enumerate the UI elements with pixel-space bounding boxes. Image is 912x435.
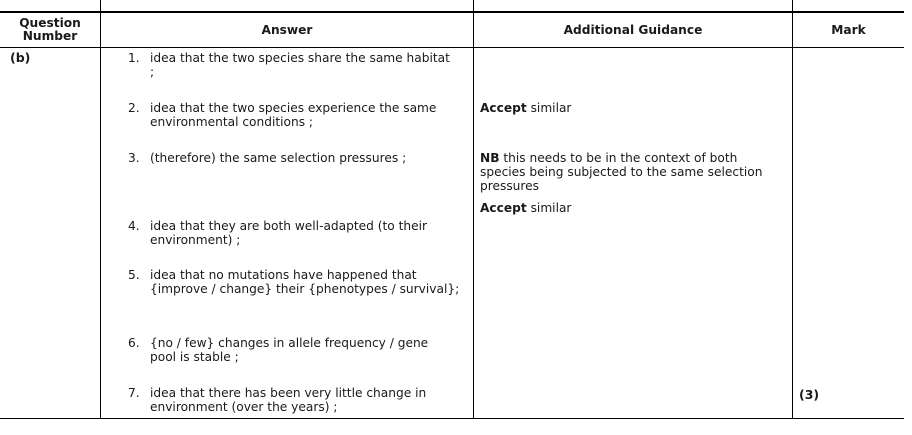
- header-question-number-text: Question Number: [19, 16, 81, 43]
- answer-item-2-text: idea that the two species experience the same environmental conditions ;: [150, 101, 437, 129]
- header-answer-text: Answer: [261, 23, 313, 37]
- answer-item-2: [128, 101, 478, 129]
- answer-item-1-text: idea that the two species share the same habitat ;: [150, 51, 450, 79]
- guidance-item-2: [480, 151, 778, 193]
- answer-item-6-number: 6.: [128, 336, 140, 350]
- header-additional-guidance-text: Additional Guidance: [563, 23, 703, 37]
- answer-item-6-text: {no / few} changes in allele frequency / gene pool is stable ;: [150, 336, 429, 364]
- answer-item-5-number: 5.: [128, 268, 140, 282]
- answer-item-3-number: 3.: [128, 151, 140, 165]
- header-question-number: [0, 17, 100, 43]
- answer-item-7-text: idea that there has been very little change in environment (over the years) ;: [150, 386, 427, 414]
- question-number: (b): [10, 50, 31, 65]
- guidance-item-3-text: similar: [526, 201, 572, 215]
- answer-item-7-number: 7.: [128, 386, 140, 400]
- answer-item-6: [128, 336, 478, 364]
- answer-item-1-number: 1.: [128, 51, 140, 65]
- header-additional-guidance: [474, 24, 792, 37]
- answer-item-1: [128, 51, 478, 79]
- guidance-item-1-keyword: Accept: [480, 101, 527, 115]
- guidance-item-1: [480, 101, 785, 115]
- column-divider-3: [792, 0, 793, 419]
- answer-item-5-text: idea that no mutations have happened that {improve / change} their {phenotypes / survival};: [150, 268, 460, 296]
- guidance-item-2-text: this needs to be in the context of both species being subjected to the same selection pressures: [480, 151, 763, 193]
- answer-item-3-text: (therefore) the same selection pressures ;: [150, 151, 407, 165]
- answer-item-2-number: 2.: [128, 101, 140, 115]
- guidance-item-2-keyword: NB: [480, 151, 500, 165]
- header-mark-text: Mark: [831, 23, 866, 37]
- guidance-item-1-text: similar: [526, 101, 572, 115]
- table-header-bottom-border: [0, 47, 904, 48]
- answer-item-4-number: 4.: [128, 219, 140, 233]
- mark-value: (3): [799, 387, 820, 402]
- header-answer: [101, 24, 473, 37]
- guidance-item-3: [480, 201, 785, 215]
- answer-item-4-text: idea that they are both well-adapted (to their environment) ;: [150, 219, 428, 247]
- table-bottom-border: [0, 418, 904, 419]
- answer-item-4: [128, 219, 478, 247]
- guidance-item-3-keyword: Accept: [480, 201, 527, 215]
- answer-item-5: [128, 268, 478, 296]
- answer-item-7: [128, 386, 478, 414]
- table-header-top-border: [0, 11, 904, 13]
- header-mark: [793, 24, 904, 37]
- column-divider-1: [100, 0, 101, 419]
- answer-item-3: [128, 151, 478, 165]
